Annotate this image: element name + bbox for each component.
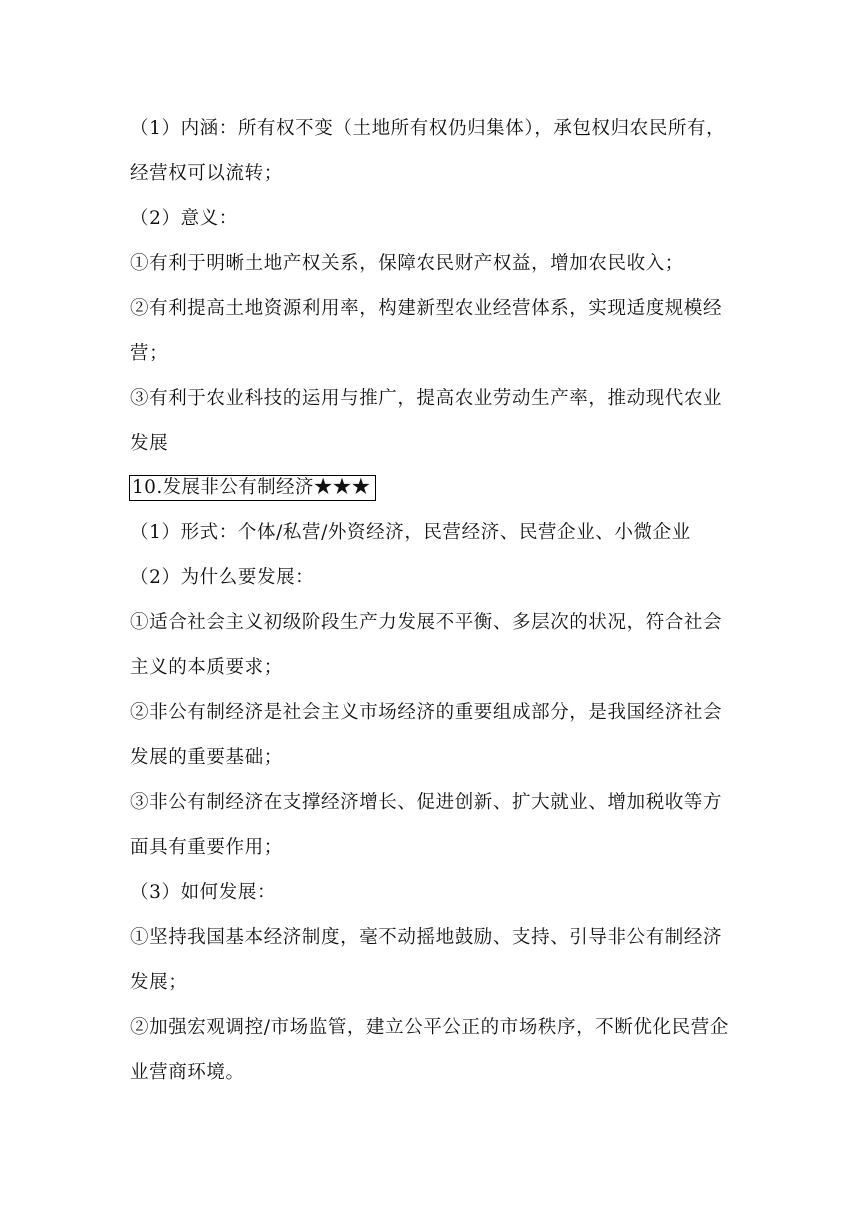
text-line: 主义的本质要求； [130, 657, 283, 678]
text-line: 面具有重要作用； [130, 837, 283, 858]
text-line: （3）如何发展： [130, 882, 277, 903]
text-line: （2）为什么要发展： [130, 567, 315, 588]
text-line: ③有利于农业科技的运用与推广，提高农业劳动生产率，推动现代农业 [130, 388, 723, 409]
text-line: 经营权可以流转； [130, 163, 283, 184]
text-line: （2）意义： [130, 208, 238, 229]
text-line: ③非公有制经济在支撑经济增长、促进创新、扩大就业、增加税收等方 [130, 792, 723, 813]
text-line: 营； [130, 343, 169, 364]
text-line: ①坚持我国基本经济制度，毫不动摇地鼓励、支持、引导非公有制经济 [130, 927, 723, 948]
text-line: 发展 [130, 433, 169, 454]
text-line: 发展； [130, 972, 188, 993]
text-line: ②非公有制经济是社会主义市场经济的重要组成部分，是我国经济社会 [130, 702, 723, 723]
text-line: ②有利提高土地资源利用率，构建新型农业经营体系，实现适度规模经 [130, 298, 723, 319]
text-line: （1）内涵：所有权不变（土地所有权仍归集体），承包权归农民所有， [130, 118, 726, 139]
section-heading: 10.发展非公有制经济★★★ [129, 475, 376, 501]
text-line: 发展的重要基础； [130, 747, 283, 768]
text-line: ①适合社会主义初级阶段生产力发展不平衡、多层次的状况，符合社会 [130, 612, 723, 633]
text-line: ②加强宏观调控/市场监管，建立公平公正的市场秩序，不断优化民营企 [130, 1017, 729, 1038]
text-line: （1）形式：个体/私营/外资经济，民营经济、民营企业、小微企业 [130, 522, 691, 543]
text-line: 业营商环境。 [130, 1062, 245, 1083]
text-line: ①有利于明晰土地产权关系，保障农民财产权益，增加农民收入； [130, 253, 684, 274]
